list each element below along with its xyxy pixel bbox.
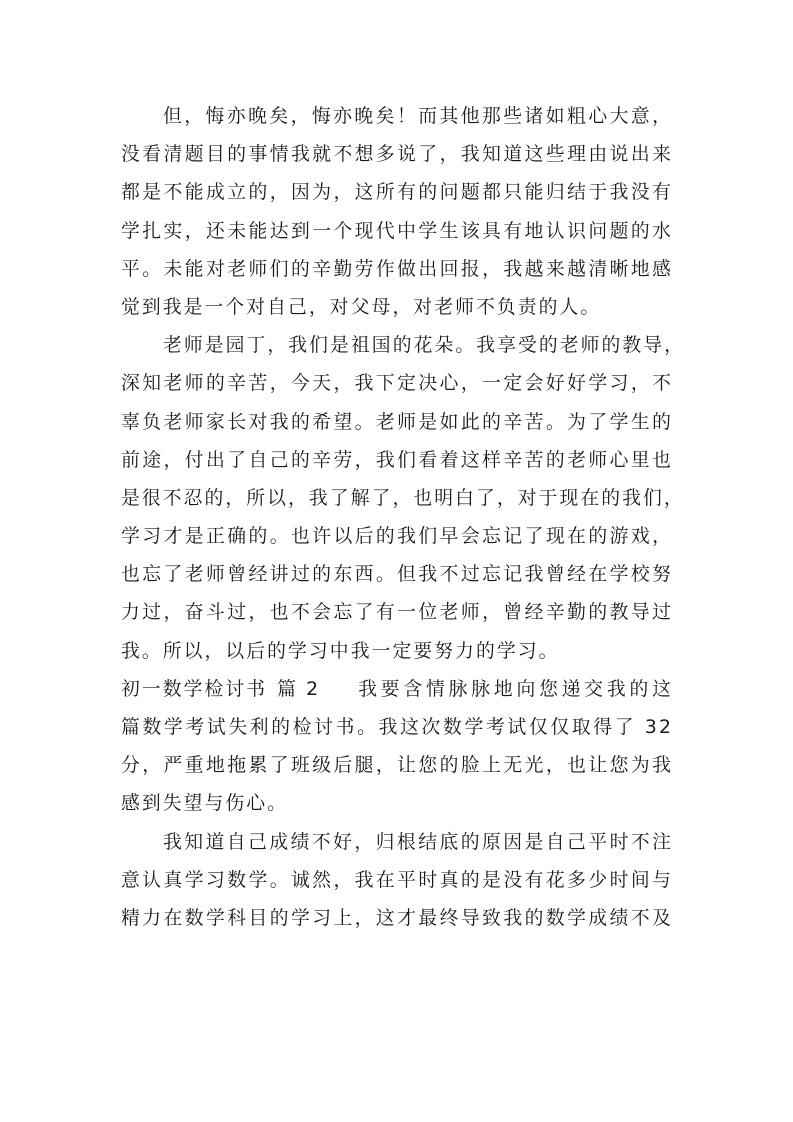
- text-line: 我。所以，以后的学习中我一定要努力的学习。: [121, 640, 560, 662]
- paragraph-teacher: [121, 327, 686, 671]
- document-body: [121, 98, 686, 938]
- text-line: 学扎实，还未能达到一个现代中学生该具有地认识问题的水: [121, 220, 673, 242]
- text-line: 觉到我是一个对自己，对父母，对老师不负责的人。: [121, 296, 602, 318]
- text-line: 老师是园丁，我们是祖国的花朵。我享受的老师的教导，: [163, 335, 686, 357]
- text-line: 篇数学考试失利的检讨书。我这次数学考试仅仅取得了 32: [121, 717, 673, 738]
- text-line: 力过，奋斗过，也不会忘了有一位老师，曾经辛勤的教导过: [121, 602, 673, 624]
- text-line: 前途，付出了自己的辛劳，我们看着这样辛苦的老师心里也: [121, 449, 673, 471]
- text-line: 精力在数学科目的学习上，这才最终导致我的数学成绩不及: [121, 907, 673, 929]
- section-math-review: [121, 671, 673, 824]
- text-line: 没看清题目的事情我就不想多说了，我知道这些理由说出来: [121, 144, 673, 166]
- text-line: 是很不忍的，所以，我了解了，也明白了，对于现在的我们，: [121, 487, 685, 509]
- paragraph-regret: [121, 98, 673, 327]
- text-line: 平。未能对老师们的辛勤劳作做出回报，我越来越清晰地感: [121, 258, 673, 280]
- text-line: 但，悔亦晚矣，悔亦晚矣！而其他那些诸如粗心大意，: [163, 106, 673, 127]
- paragraph-reason: [121, 824, 673, 939]
- text-line: 我知道自己成绩不好，归根结底的原因是自己平时不注: [163, 831, 673, 853]
- section-heading-line: [121, 671, 673, 709]
- section-title: 初一数学检讨书: [121, 678, 268, 700]
- text-line: 分，严重地拖累了班级后腿，让您的脸上无光，也让您为我: [121, 755, 673, 777]
- text-line: 感到失望与伤心。: [121, 793, 289, 815]
- text-line: 辜负老师家长对我的希望。老师是如此的辛苦。为了学生的: [121, 411, 673, 433]
- text-line: 学习才是正确的。也许以后的我们早会忘记了现在的游戏，: [121, 526, 673, 548]
- text-line: 都是不能成立的，因为，这所有的问题都只能归结于我没有: [121, 182, 673, 204]
- section-number: 篇 2: [277, 678, 321, 700]
- text-line: 深知老师的辛苦，今天，我下定决心，一定会好好学习，不: [121, 373, 673, 395]
- text-line: 我要含情脉脉地向您递交我的这: [358, 678, 673, 700]
- text-line: 意认真学习数学。诚然，我在平时真的是没有花多少时间与: [121, 869, 673, 891]
- text-line: 也忘了老师曾经讲过的东西。但我不过忘记我曾经在学校努: [121, 564, 673, 586]
